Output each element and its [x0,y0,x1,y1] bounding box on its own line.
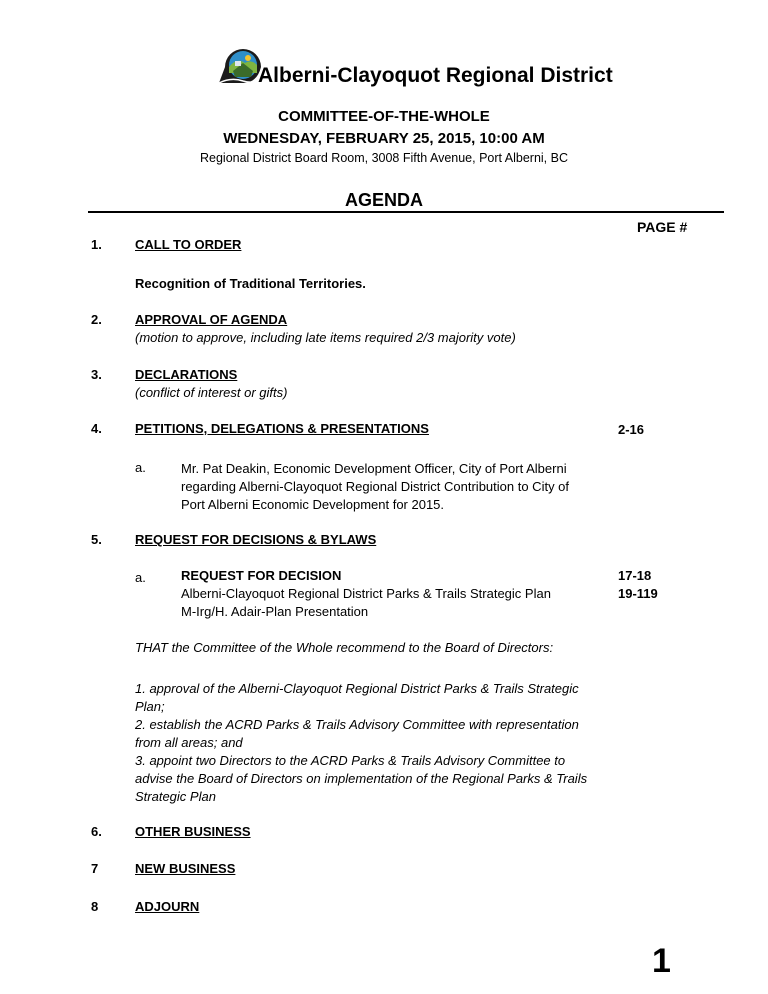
item-4a-line: Mr. Pat Deakin, Economic Development Officer, City of Port Alberni [181,461,567,476]
motion-line: from all areas; and [135,735,243,750]
item-5a-letter: a. [135,570,146,585]
item-7-title: NEW BUSINESS [135,861,236,876]
item-5a-pages [618,567,658,603]
item-4a-line: Port Alberni Economic Development for 2015. [181,497,445,512]
item-1-title: CALL TO ORDER [135,237,242,252]
item-3-note: (conflict of interest or gifts) [135,385,288,400]
item-5a-heading: REQUEST FOR DECISION [181,568,342,583]
org-name: Alberni-Clayoquot Regional District [258,64,613,87]
item-5a-page-range: 19-119 [618,586,658,601]
motion-line: 3. appoint two Directors to the ACRD Parks & Trails Advisory Committee to [135,753,566,768]
item-5a-text [181,567,551,621]
item-4a-text [181,460,569,514]
item-5-number: 5. [91,532,102,547]
motion-line: 2. establish the ACRD Parks & Trails Advisory Committee with representation [135,717,579,732]
item-2-title: APPROVAL OF AGENDA [135,312,288,327]
motion-text [135,680,587,806]
item-3-title: DECLARATIONS [135,367,238,382]
item-4a-letter: a. [135,460,146,475]
item-5a-line: Alberni-Clayoquot Regional District Parks & Trails Strategic Plan [181,586,551,601]
item-6-number: 6. [91,824,102,839]
item-2-number: 2. [91,312,102,327]
item-4-title: PETITIONS, DELEGATIONS & PRESENTATIONS [135,421,429,436]
page-column-label: PAGE # [637,219,688,235]
committee-title: COMMITTEE-OF-THE-WHOLE [278,108,490,125]
item-2-note: (motion to approve, including late items required 2/3 majority vote) [135,330,516,345]
item-7-number: 7 [91,861,99,876]
item-1-number: 1. [91,237,102,252]
item-5-title: REQUEST FOR DECISIONS & BYLAWS [135,532,377,547]
meeting-venue: Regional District Board Room, 3008 Fifth Avenue, Port Alberni, BC [199,151,568,165]
motion-intro: THAT the Committee of the Whole recommend to the Board of Directors: [135,640,554,655]
motion-line: Plan; [135,699,165,714]
motion-line: advise the Board of Directors on implementation of the Regional Parks & Trails [135,771,588,786]
item-4a-line: regarding Alberni-Clayoquot Regional District Contribution to City of [181,479,570,494]
item-4-pages: 2-16 [618,422,645,437]
title-divider [88,211,724,213]
item-8-title: ADJOURN [135,899,200,914]
item-6-title: OTHER BUSINESS [135,824,251,839]
page-number: 1 [652,942,671,980]
item-4-number: 4. [91,421,102,436]
motion-line: Strategic Plan [135,789,216,804]
item-5a-page-range: 17-18 [618,568,652,583]
item-1-note: Recognition of Traditional Territories. [135,276,366,291]
agenda-title: AGENDA [344,190,423,210]
meeting-datetime: WEDNESDAY, FEBRUARY 25, 2015, 10:00 AM [223,130,545,147]
item-3-number: 3. [91,367,102,382]
motion-line: 1. approval of the Alberni-Clayoquot Regional District Parks & Trails Strategic [135,681,579,696]
item-5a-line: M-Irg/H. Adair-Plan Presentation [181,604,369,619]
item-8-number: 8 [91,899,99,914]
